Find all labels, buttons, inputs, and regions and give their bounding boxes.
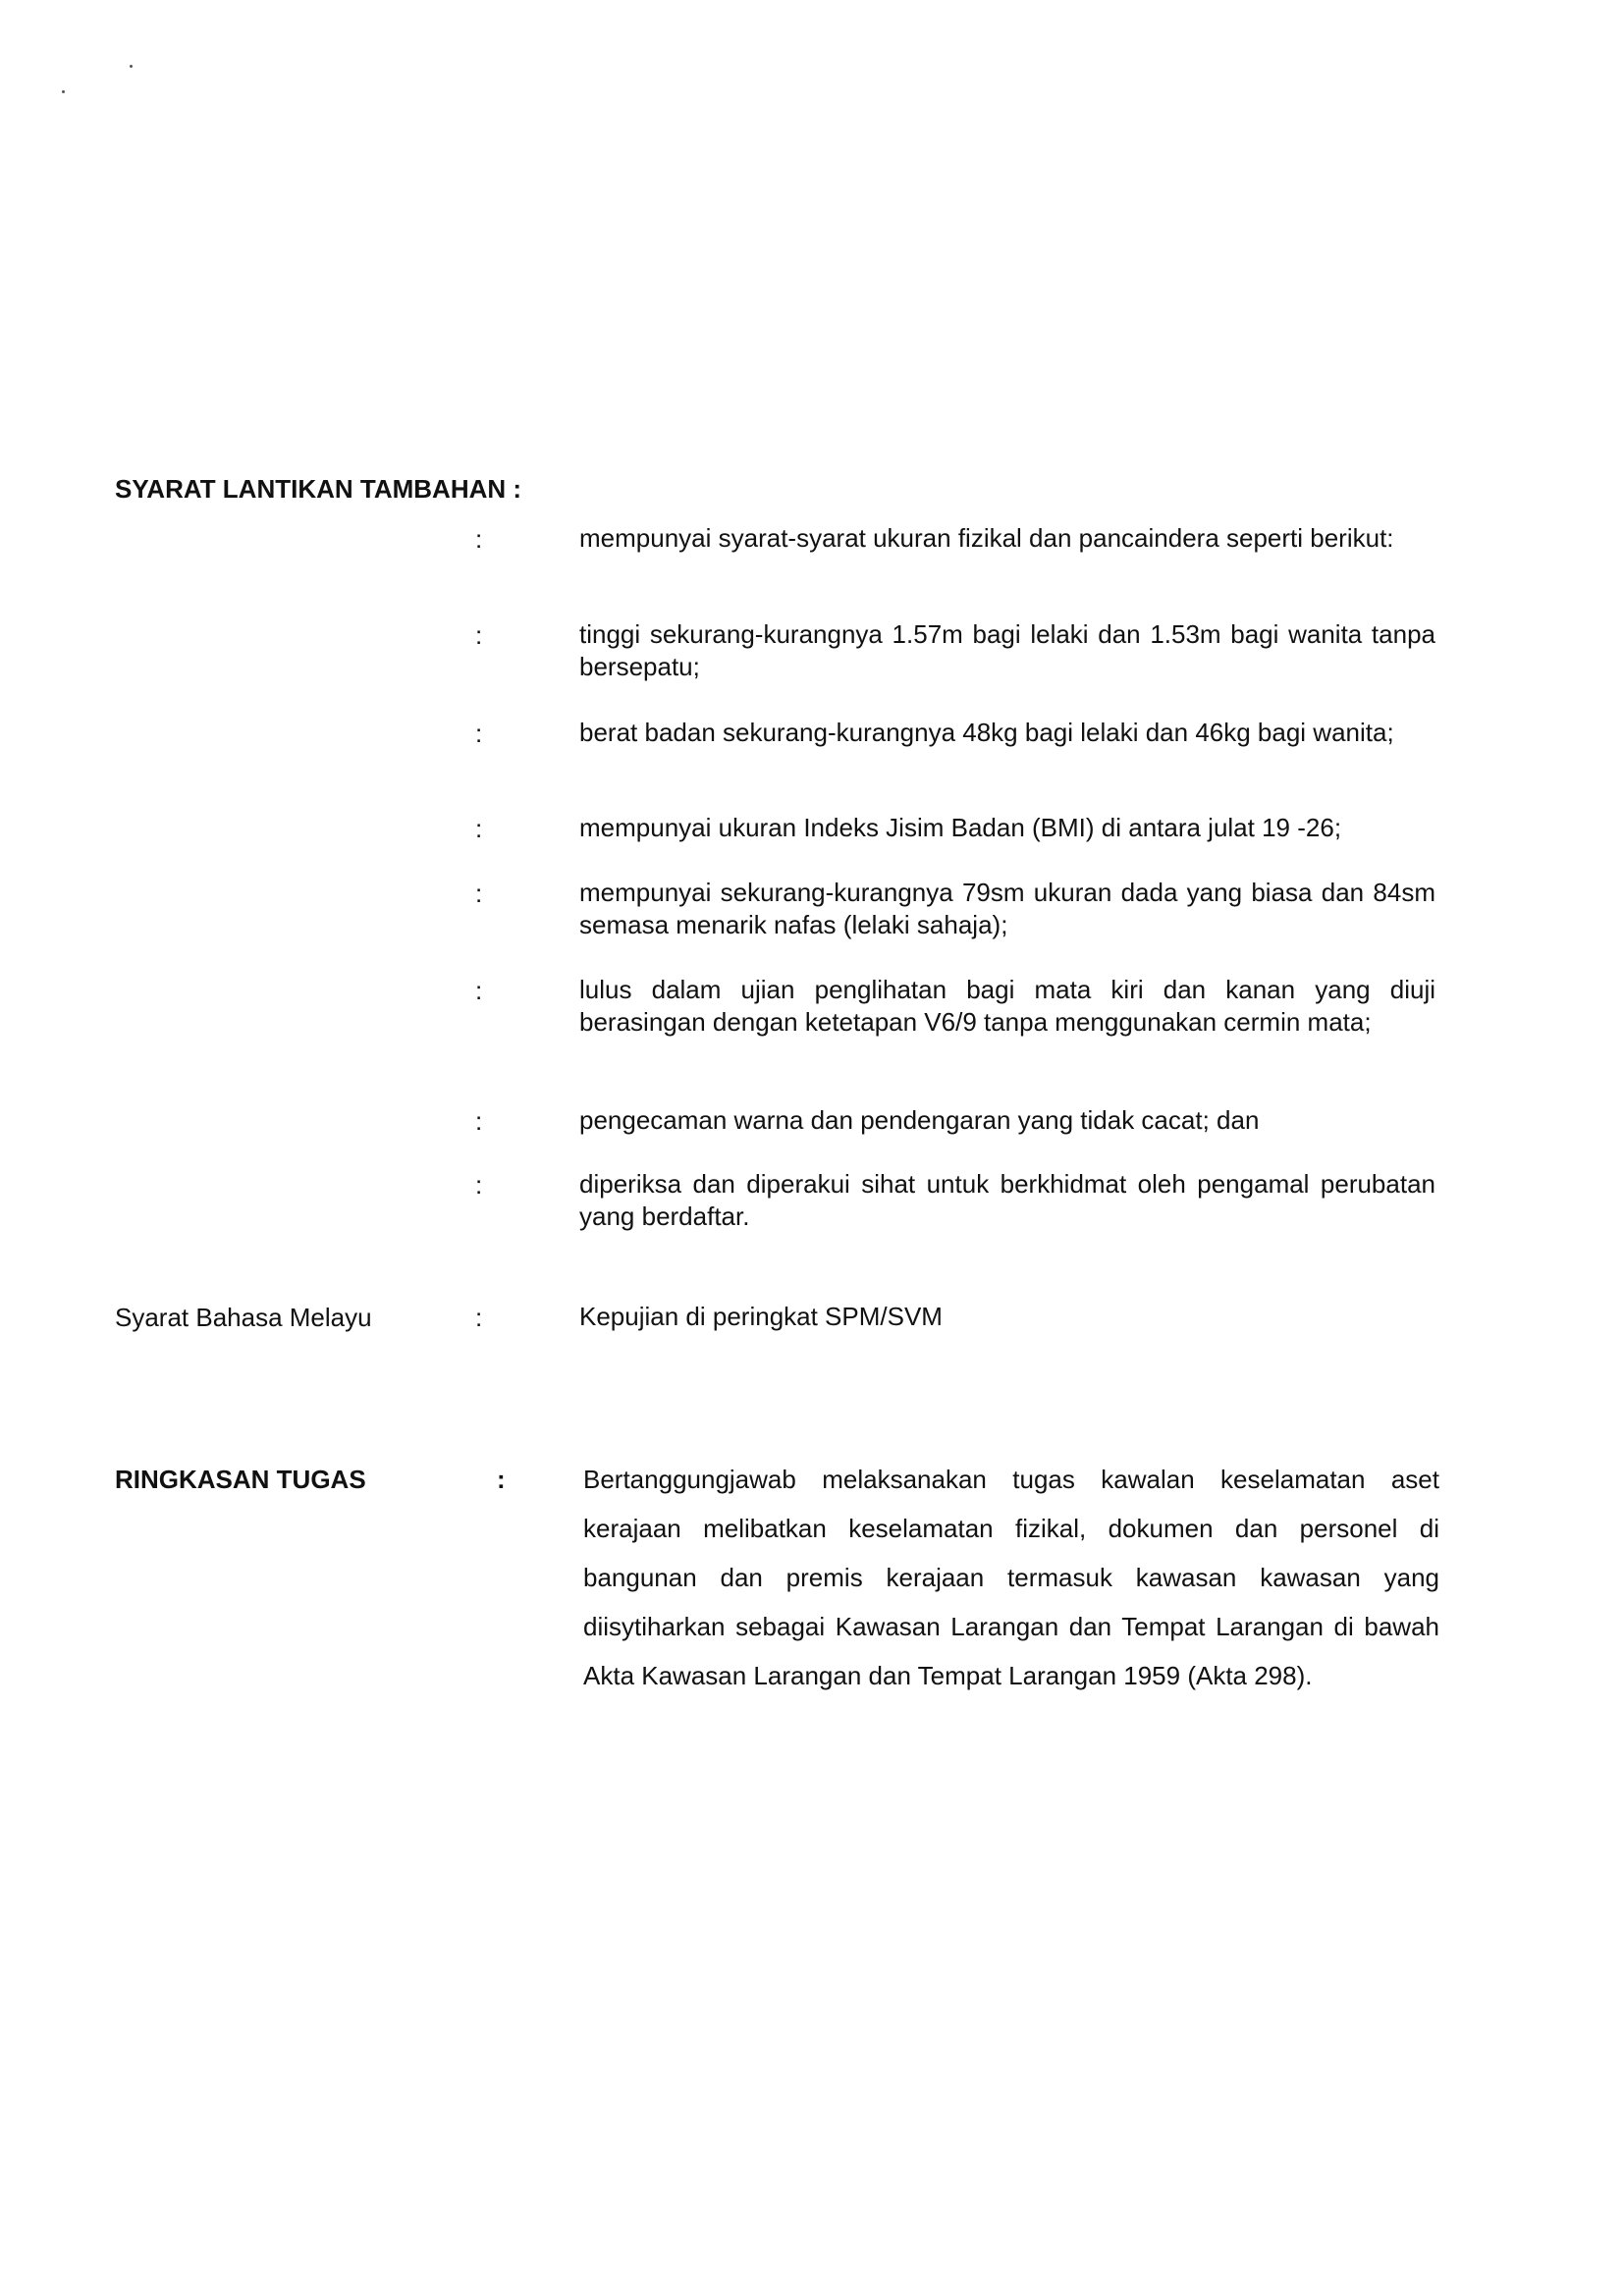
requirement-colon: : <box>475 524 483 554</box>
requirement-item: mempunyai sekurang-kurangnya 79sm ukuran dada yang biasa dan 84sm semasa menarik nafas (lelaki sahaja); <box>579 878 1435 939</box>
language-requirement-value: Kepujian di peringkat SPM/SVM <box>579 1302 943 1331</box>
additional-requirements-heading: SYARAT LANTIKAN TAMBAHAN : <box>115 474 522 504</box>
requirement-colon: : <box>475 620 483 650</box>
duties-text: Bertanggungjawab melaksanakan tugas kawalan keselamatan aset kerajaan melibatkan keselamatan fizikal, dokumen dan personel di bangunan dan premis kerajaan termasuk kawasan kawasan yang diisytiharkan sebagai Kawasan Larangan dan Tempat Larangan di bawah Akta Kawasan Larangan dan Tempat Larangan 1959 (Akta 298). <box>583 1465 1439 1690</box>
requirement-item: mempunyai syarat-syarat ukuran fizikal dan pancaindera seperti berikut: <box>579 523 1394 553</box>
requirement-colon: : <box>475 1170 483 1200</box>
requirement-colon: : <box>475 976 483 1005</box>
duties-colon: : <box>497 1465 506 1494</box>
requirement-item: pengecaman warna dan pendengaran yang tidak cacat; dan <box>579 1105 1260 1135</box>
requirement-item: tinggi sekurang-kurangnya 1.57m bagi lelaki dan 1.53m bagi wanita tanpa bersepatu; <box>579 619 1435 681</box>
scan-speck <box>62 90 65 93</box>
duties-heading: RINGKASAN TUGAS <box>115 1465 366 1494</box>
language-requirement-colon: : <box>475 1303 483 1332</box>
scan-speck <box>130 65 133 68</box>
requirement-item: diperiksa dan diperakui sihat untuk berkhidmat oleh pengamal perubatan yang berdaftar. <box>579 1169 1435 1231</box>
requirement-item: mempunyai ukuran Indeks Jisim Badan (BMI) di antara julat 19 -26; <box>579 813 1342 842</box>
requirement-colon: : <box>475 879 483 908</box>
requirement-colon: : <box>475 1106 483 1136</box>
requirement-colon: : <box>475 719 483 748</box>
requirement-colon: : <box>475 814 483 843</box>
requirement-item: berat badan sekurang-kurangnya 48kg bagi lelaki dan 46kg bagi wanita; <box>579 718 1394 747</box>
language-requirement-label: Syarat Bahasa Melayu <box>115 1303 372 1332</box>
requirement-item: lulus dalam ujian penglihatan bagi mata kiri dan kanan yang diuji berasingan dengan ketetapan V6/9 tanpa menggunakan cermin mata; <box>579 975 1435 1037</box>
